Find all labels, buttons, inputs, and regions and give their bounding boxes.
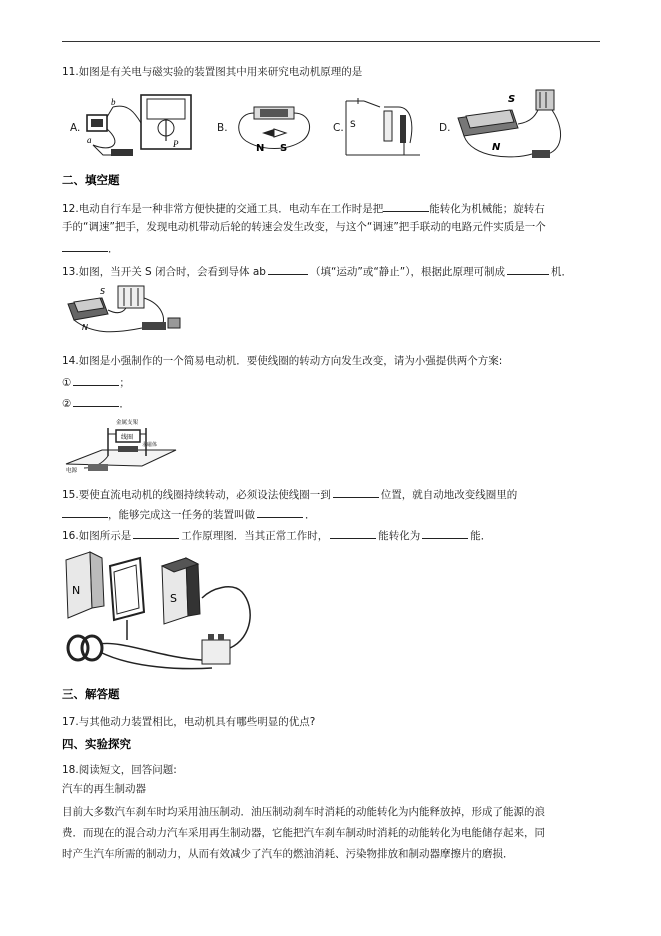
q11-option-d[interactable]: D. xyxy=(439,122,451,134)
q14-marker-2: ② xyxy=(62,398,72,410)
q18-paragraph-line-3: 时产生汽车所需的制动力，从而有效减少了汽车的燃油消耗、污染物排放和制动器摩擦片的磨损． xyxy=(62,848,514,860)
q11b-letter-s: S xyxy=(280,143,288,154)
q15-text-3: ，能够完成这一任务的装置叫做 xyxy=(108,509,255,521)
q11-option-c[interactable]: C. xyxy=(333,122,344,134)
q18-stem: 18.阅读短文，回答问题: xyxy=(62,764,177,776)
q14-blank-2[interactable] xyxy=(73,395,119,407)
q11-option-b[interactable]: B. xyxy=(217,122,228,134)
q11c-letter-s: S xyxy=(350,120,356,130)
q12-text-3: ． xyxy=(108,243,119,255)
q11a-letter-a: a xyxy=(87,135,92,145)
q11b-letter-n: N xyxy=(256,143,265,154)
q11d-letter-n: N xyxy=(492,142,501,153)
q14-label-coil: 线圈 xyxy=(121,434,134,441)
q14-label-power: 电源 xyxy=(66,468,78,474)
q15-blank-2[interactable] xyxy=(62,506,108,518)
q15-line2 xyxy=(62,506,316,523)
q12-line3 xyxy=(62,240,119,257)
section-title-experiment: 四、实验探究 xyxy=(62,737,131,751)
q11-figure-d xyxy=(452,88,572,164)
q14-end-2: ． xyxy=(119,398,130,410)
q12-line2: 手的“调速”把手，发现电动机带动后轮的转速会发生改变，与这个“调速”把手联动的电路元件实质是一个 xyxy=(62,221,546,233)
q13-letter-n: N xyxy=(82,323,88,332)
q16-text-3: 能转化为 xyxy=(378,530,421,542)
q18-article-title: 汽车的再生制动器 xyxy=(62,783,146,795)
q16-blank-2[interactable] xyxy=(330,527,376,539)
q11a-letter-b: b xyxy=(111,97,116,107)
q15-blank-1[interactable] xyxy=(333,486,379,498)
q11a-letter-p: P xyxy=(173,139,179,149)
q11-stem: 11.如图是有关电与磁实验的装置图其中用来研究电动机原理的是 xyxy=(62,66,363,78)
q16-blank-1[interactable] xyxy=(133,527,179,539)
q18-paragraph-line-1: 目前大多数汽车刹车时均采用油压制动．油压制动刹车时消耗的动能转化为内能释放掉，形成了能源的浪 xyxy=(62,806,545,818)
q13-line xyxy=(62,263,572,280)
q13-letter-s: S xyxy=(100,287,106,296)
q11-option-a[interactable]: A. xyxy=(70,122,81,134)
q14-figure xyxy=(62,416,180,476)
q12-blank-2[interactable] xyxy=(62,240,108,252)
q16-text-1: 16.如图所示是 xyxy=(62,530,132,542)
q17-text: 17.与其他动力装置相比，电动机具有哪些明显的优点? xyxy=(62,716,316,728)
q11-figure-a xyxy=(83,93,203,161)
q14-label-magnet: 永磁体 xyxy=(142,442,158,448)
q15-blank-3[interactable] xyxy=(257,506,303,518)
q12-line1 xyxy=(62,200,545,217)
q13-figure xyxy=(62,284,184,340)
q14-marker-1: ① xyxy=(62,377,72,389)
q15-line1 xyxy=(62,486,517,503)
q14-blank-1[interactable] xyxy=(73,374,119,386)
q15-text-4: ． xyxy=(305,509,316,521)
q16-blank-3[interactable] xyxy=(422,527,468,539)
q13-text-3: 机． xyxy=(551,266,572,278)
q13-blank-1[interactable] xyxy=(268,263,308,275)
q15-text-1: 15.要使直流电动机的线圈持续转动，必须设法使线圈一到 xyxy=(62,489,331,501)
q13-blank-2[interactable] xyxy=(507,263,549,275)
q16-line xyxy=(62,527,491,544)
q18-paragraph-line-2: 费．而现在的混合动力汽车采用再生制动器，它能把汽车刹车制动时消耗的动能转化为电能储存起来，同 xyxy=(62,827,545,839)
q14-stem: 14.如图是小强制作的一个简易电动机．要使线圈的转动方向发生改变，请为小强提供两个方案: xyxy=(62,355,503,367)
q14-option-1 xyxy=(62,374,130,391)
q12-text-2: 能转化为机械能；旋转右 xyxy=(429,203,545,215)
q14-option-2 xyxy=(62,395,130,412)
q13-text-2: （填“运动”或“静止”），根据此原理可制成 xyxy=(309,266,505,278)
q11-figure-b xyxy=(232,93,316,157)
q16-text-4: 能． xyxy=(470,530,492,542)
q14-end-1: ； xyxy=(119,377,130,389)
q16-letter-n: N xyxy=(72,584,81,597)
q16-text-2: 工作原理图．当其正常工作时， xyxy=(181,530,329,542)
q16-letter-s: S xyxy=(170,592,177,605)
q11d-letter-s: S xyxy=(508,94,516,105)
q12-text-1: 12.电动自行车是一种非常方便快捷的交通工具．电动车在工作时是把 xyxy=(62,203,384,215)
q16-figure xyxy=(62,548,262,678)
section-title-answer: 三、解答题 xyxy=(62,687,120,701)
section-title-fill-in: 二、填空题 xyxy=(62,173,120,187)
q14-label-bracket: 金属支架 xyxy=(116,420,139,426)
q12-blank-1[interactable] xyxy=(383,200,429,212)
q15-text-2: 位置，就自动地改变线圈里的 xyxy=(380,489,518,501)
header-rule xyxy=(62,41,600,42)
q11-figure-c xyxy=(344,95,424,157)
q13-text-1: 13.如图，当开关 S 闭合时，会看到导体 ab xyxy=(62,266,266,278)
